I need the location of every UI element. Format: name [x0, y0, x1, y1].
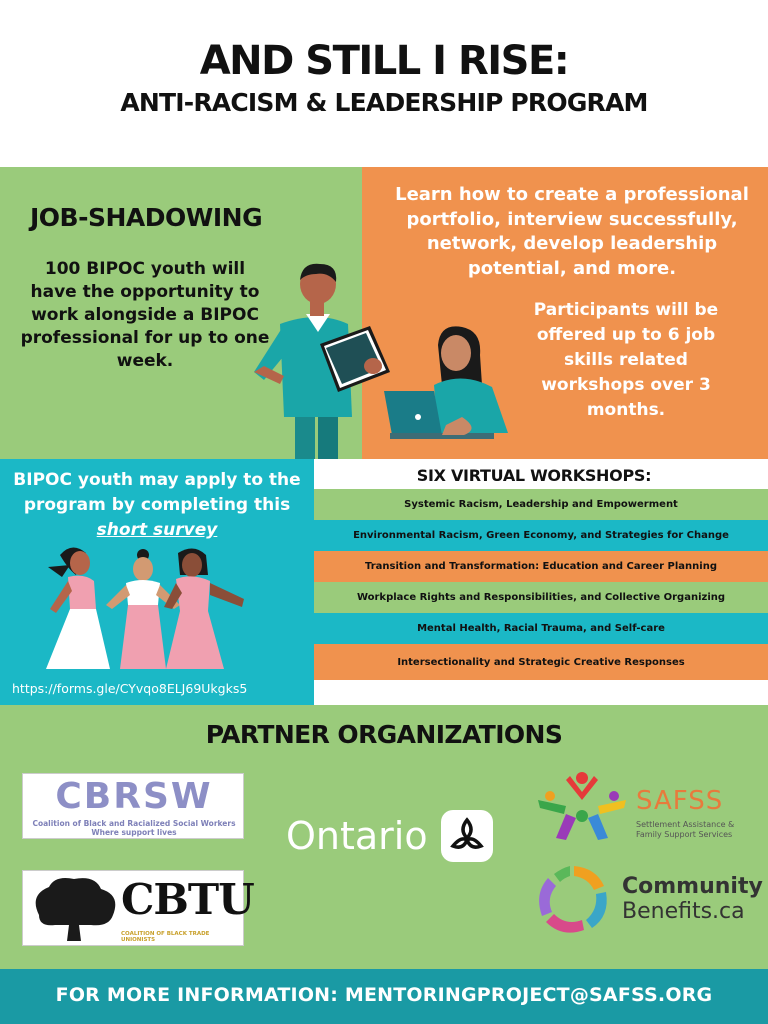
community-benefits-wordmark-line-1: Community: [622, 874, 763, 899]
contact-info[interactable]: FOR MORE INFORMATION: MENTORINGPROJECT@SAFSS.ORG: [55, 984, 713, 1006]
ontario-wordmark: Ontario: [286, 814, 428, 858]
safss-wordmark: SAFSS: [636, 786, 724, 816]
safss-people-icon: [536, 770, 628, 842]
cbtu-wordmark: CBTU: [121, 875, 254, 924]
safss-tagline-line-2: Family Support Services: [636, 830, 733, 839]
man-reading-illustration: [240, 262, 400, 459]
job-shadowing-text: 100 BIPOC youth will have the opportunity to work alongside a BIPOC professional for up to one week.: [20, 259, 270, 371]
cbtu-logo: [22, 870, 254, 946]
safss-tagline: [636, 820, 734, 840]
community-benefits-wordmark-line-2: Benefits.ca: [622, 899, 745, 924]
learn-description: Learn how to create a professional portfolio, interview successfully, network, develop leadership potential, and more.: [395, 184, 749, 279]
cbtu-tagline: COALITION OF BLACK TRADE UNIONISTS: [121, 931, 210, 943]
workshop-item: Intersectionality and Strategic Creative Responses: [314, 644, 768, 680]
apply-text: [12, 468, 302, 543]
workshop-item: Workplace Rights and Responsibilities, and Collective Organizing: [314, 582, 768, 613]
page-title: AND STILL I RISE:: [199, 38, 569, 84]
ontario-trillium-icon: [441, 810, 493, 862]
cbrsw-tagline-line-1: Coalition of Black and Racialized Social Workers: [32, 819, 236, 828]
workshop-item: Systemic Racism, Leadership and Empowerment: [314, 489, 768, 520]
community-benefits-ring-icon: [534, 862, 612, 936]
workshop-item: Environmental Racism, Green Economy, and Strategies for Change: [314, 520, 768, 551]
cbrsw-wordmark: CBRSW: [55, 776, 213, 817]
survey-url[interactable]: https://forms.gle/CYvqo8ELJ69Ukgks5: [12, 681, 248, 696]
tree-icon: [29, 875, 119, 943]
cbrsw-tagline: [23, 819, 245, 837]
workshops-title: SIX VIRTUAL WORKSHOPS:: [416, 466, 652, 485]
three-women-illustration: [40, 545, 265, 670]
short-survey-link[interactable]: short survey: [96, 520, 218, 540]
safss-tagline-line-1: Settlement Assistance &: [636, 820, 735, 829]
workshop-item: Transition and Transformation: Education and Career Planning: [314, 551, 768, 582]
cbrsw-logo: [22, 773, 244, 839]
page-subtitle: ANTI-RACISM & LEADERSHIP PROGRAM: [120, 88, 648, 117]
woman-laptop-illustration: [380, 325, 520, 450]
participants-description: Participants will be offered up to 6 job skills related workshops over 3 months.: [533, 300, 719, 420]
cbrsw-tagline-line-2: Where support lives: [91, 828, 177, 837]
job-shadowing-title: JOB-SHADOWING: [30, 203, 263, 232]
partners-title: PARTNER ORGANIZATIONS: [205, 720, 563, 749]
header: [0, 0, 768, 167]
apply-text-body: BIPOC youth may apply to the program by completing this: [13, 470, 301, 515]
workshop-item: Mental Health, Racial Trauma, and Self-care: [314, 613, 768, 644]
